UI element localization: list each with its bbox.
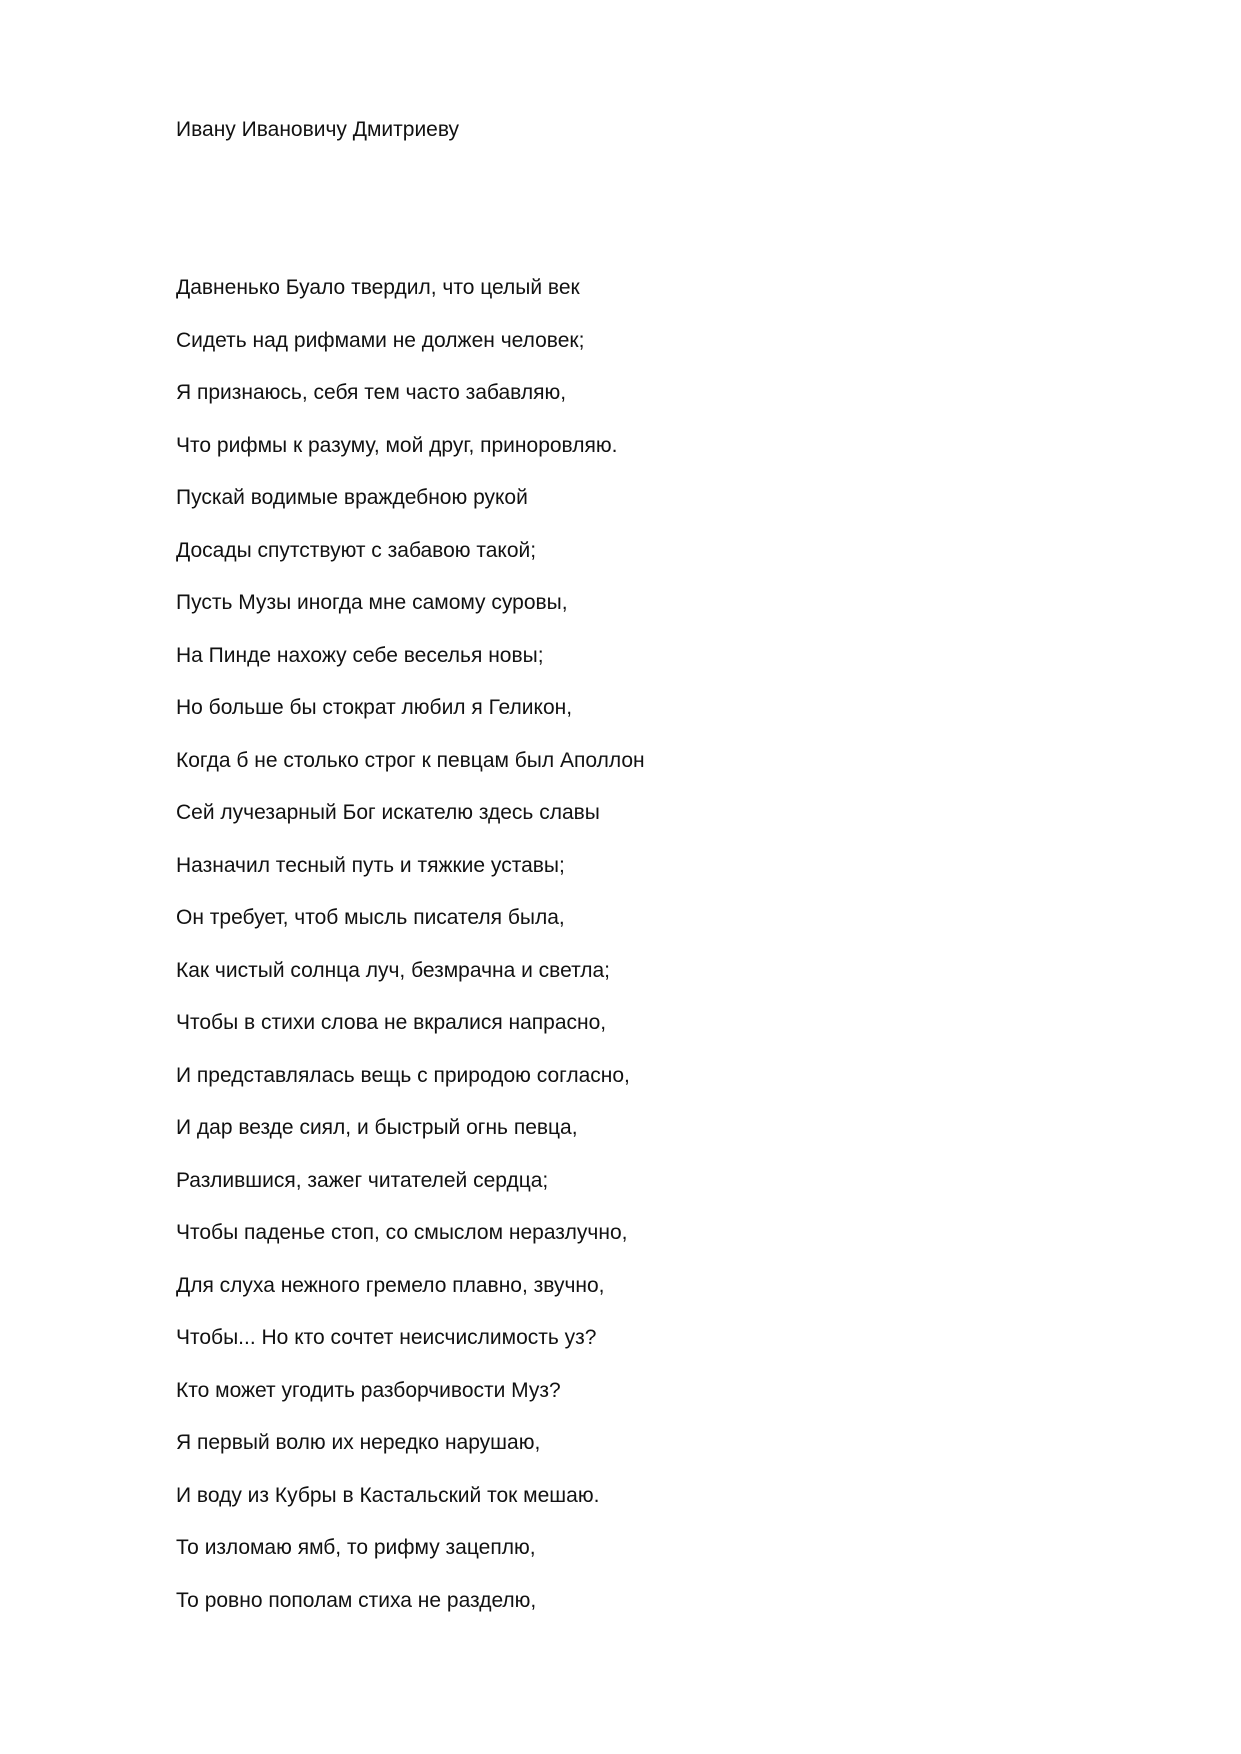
poem-line: Пускай водимые враждебною рукой <box>176 486 528 509</box>
dedication-heading: Ивану Ивановичу Дмитриеву <box>176 118 460 141</box>
poem-line: Что рифмы к разуму, мой друг, приноровляю. <box>176 433 618 457</box>
poem-line: То изломаю ямб, то рифму зацеплю, <box>176 1536 536 1559</box>
poem-line: Сей лучезарный Бог искателю здесь славы <box>176 801 600 824</box>
poem-line: Чтобы в стихи слова не вкралися напрасно, <box>176 1011 607 1034</box>
poem-line: То ровно пополам стиха не разделю, <box>176 1588 537 1612</box>
poem-line: Но больше бы стократ любил я Геликон, <box>176 696 573 719</box>
poem-line: Как чистый солнца луч, безмрачна и светла; <box>176 958 611 982</box>
poem-line: И дар везде сиял, и быстрый огнь певца, <box>176 1116 578 1139</box>
poem-line: Разлившися, зажег читателей сердца; <box>176 1168 549 1192</box>
poem-line: Чтобы... Но кто сочтет неисчислимость уз? <box>176 1326 597 1349</box>
poem-line: На Пинде нахожу себе веселья новы; <box>176 643 544 667</box>
poem-body <box>176 274 645 1639</box>
poem-line: И представлялась вещь с природою согласно, <box>176 1063 630 1087</box>
poem-line: И воду из Кубры в Кастальский ток мешаю. <box>176 1483 600 1507</box>
poem-line: Он требует, чтоб мысль писателя была, <box>176 906 565 929</box>
poem-line: Когда б не столько строг к певцам был Аполлон <box>176 748 645 772</box>
poem-line: Назначил тесный путь и тяжкие уставы; <box>176 853 565 877</box>
poem-line: Досады спутствуют с забавою такой; <box>176 538 537 562</box>
poem-line: Кто может угодить разборчивости Муз? <box>176 1378 561 1402</box>
poem-line: Для слуха нежного гремело плавно, звучно, <box>176 1273 605 1297</box>
poem-line: Я признаюсь, себя тем часто забавляю, <box>176 381 567 404</box>
poem-line: Чтобы паденье стоп, со смыслом неразлучно, <box>176 1221 628 1244</box>
poem-line: Давненько Буало твердил, что целый век <box>176 276 580 299</box>
poem-line: Я первый волю их нередко нарушаю, <box>176 1431 541 1454</box>
poem-line: Пусть Музы иногда мне самому суровы, <box>176 591 568 614</box>
poem-line: Сидеть над рифмами не должен человек; <box>176 328 585 352</box>
